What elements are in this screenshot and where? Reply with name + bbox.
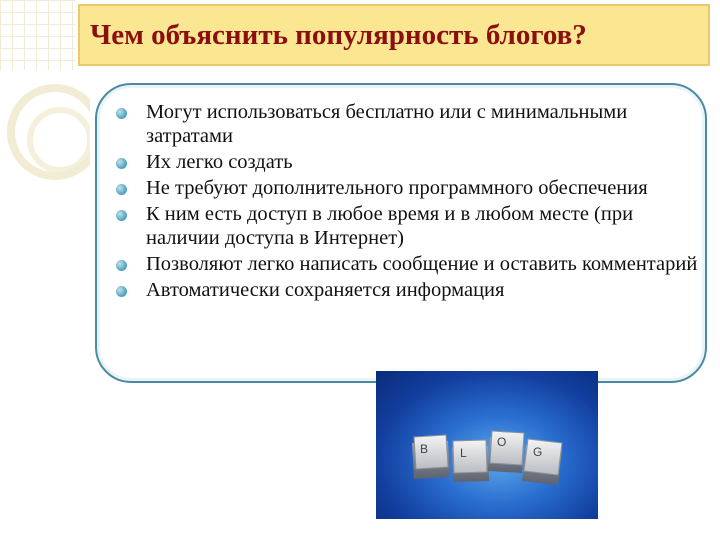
bullet-text: К ним есть доступ в любое время и в любом месте (при наличии доступа в Интернет) — [146, 203, 634, 249]
blog-keys-image — [376, 371, 598, 519]
bullet-text: Могут использоваться бесплатно или с минимальными затратами — [146, 101, 628, 147]
bullet-list — [108, 100, 698, 304]
bullet-icon — [116, 158, 127, 169]
bullet-icon — [116, 108, 127, 119]
title-bar — [78, 4, 710, 66]
bullet-icon — [116, 286, 127, 297]
key-b — [412, 435, 450, 479]
list-item — [108, 202, 698, 250]
bullet-text: Не требуют дополнительного программного обеспечения — [146, 177, 648, 199]
keyboard-keys-icon — [376, 371, 598, 519]
bullet-text: Позволяют легко написать сообщение и оставить комментарий — [146, 253, 698, 275]
svg-text:O: O — [497, 435, 507, 449]
list-item — [108, 252, 698, 276]
svg-text:B: B — [420, 442, 429, 456]
bullet-text: Автоматически сохраняется информация — [146, 279, 505, 301]
bullet-icon — [116, 184, 127, 195]
ring-decoration — [0, 70, 90, 200]
svg-text:L: L — [460, 446, 467, 460]
list-item — [108, 176, 698, 200]
key-g — [522, 439, 562, 485]
list-item — [108, 100, 698, 148]
background-grid-decoration — [0, 0, 75, 70]
list-item — [108, 150, 698, 174]
svg-text:G: G — [533, 445, 543, 459]
list-item — [108, 278, 698, 302]
slide-title: Чем объяснить популярность блогов? — [90, 18, 587, 51]
bullet-text: Их легко создать — [146, 151, 293, 173]
key-o — [488, 431, 524, 473]
bullet-icon — [116, 210, 127, 221]
key-l — [452, 440, 489, 482]
bullet-icon — [116, 260, 127, 271]
